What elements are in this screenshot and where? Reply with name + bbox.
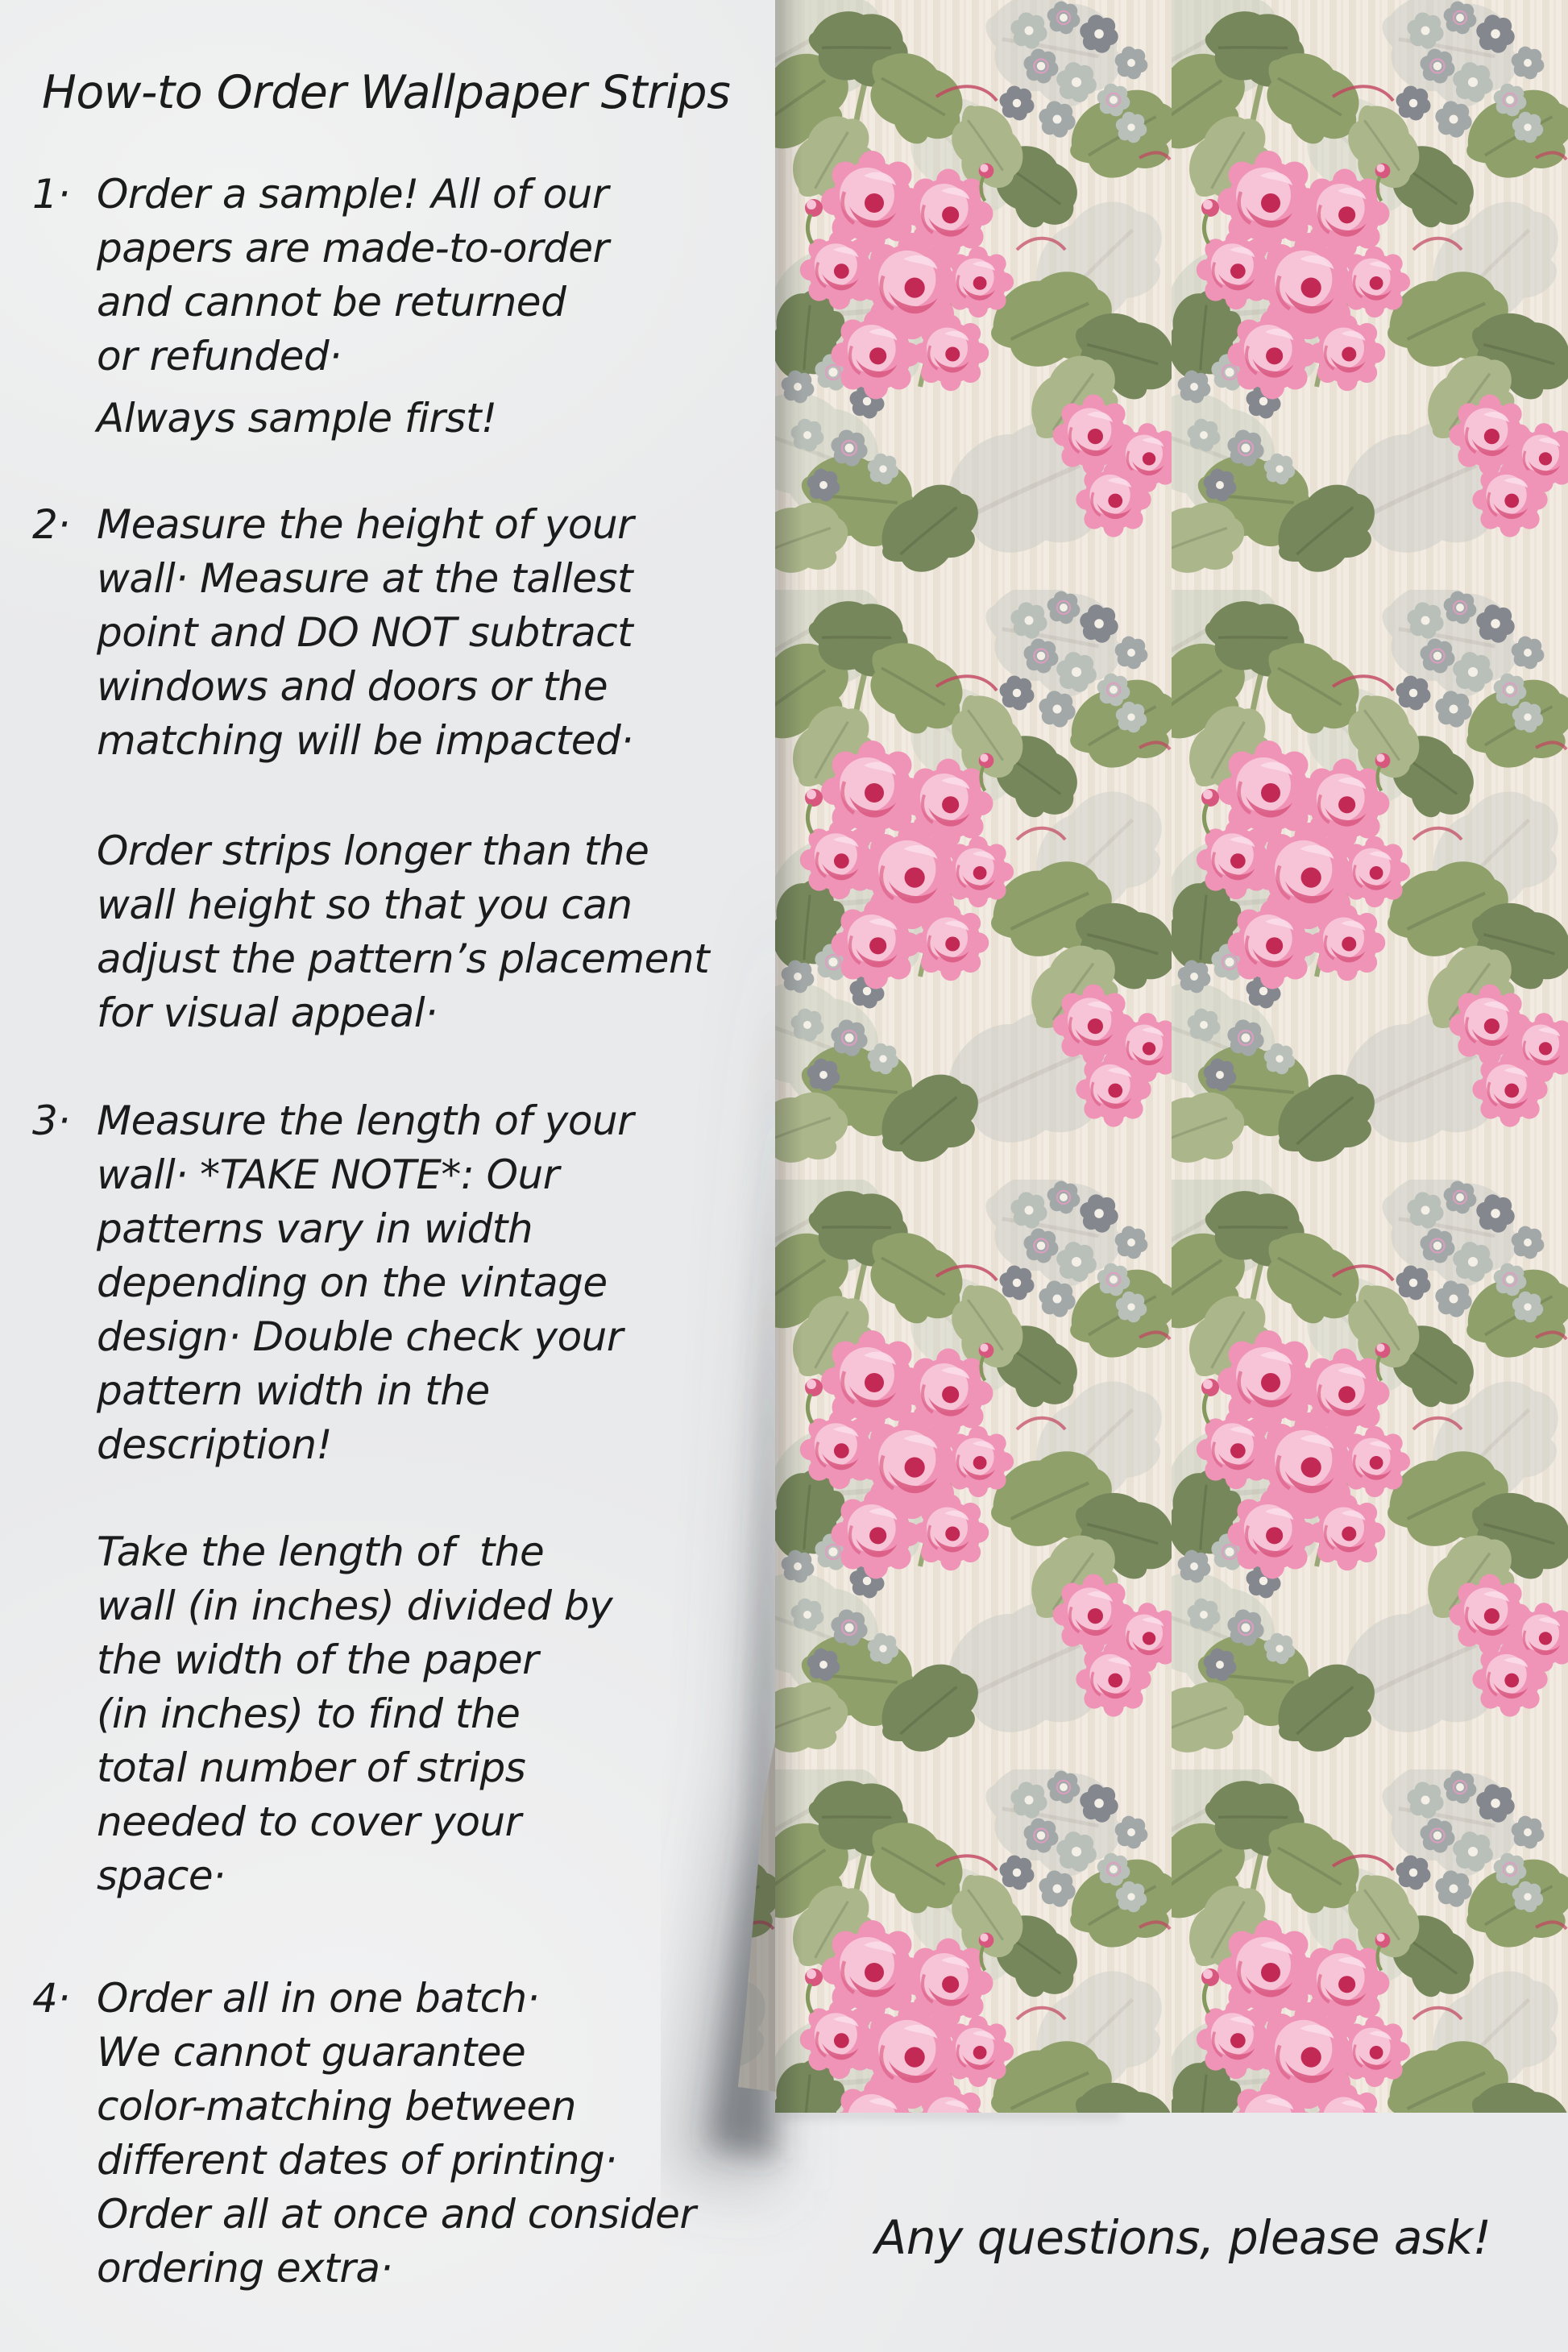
instruction-line: Order a sample! All of our [97,171,608,218]
instruction-line: Measure the height of your [97,501,634,548]
instruction-line: Take the length of the [97,1529,545,1575]
instruction-line: needed to cover your [97,1798,521,1845]
instruction-line: for visual appeal· [97,989,438,1036]
instruction-line: wall (in inches) divided by [97,1583,613,1629]
item-number: 2· [32,501,70,548]
instruction-line: wall· *TAKE NOTE*: Our [97,1151,559,1198]
item-number: 3· [32,1097,70,1144]
page-title: How-to Order Wallpaper Strips [42,66,731,119]
footer-note: Any questions, please ask! [874,2210,1491,2265]
item-number: 1· [32,171,70,218]
item-number: 4· [32,1975,70,2022]
instruction-line: and cannot be returned [97,279,566,326]
instruction-line: pattern width in the [97,1367,490,1414]
instruction-line: space· [97,1852,226,1899]
instruction-line: adjust the pattern’s placement [97,935,710,982]
instruction-line: total number of strips [97,1744,526,1791]
instruction-line: ordering extra· [97,2245,392,2292]
instruction-line: description! [97,1421,333,1468]
instruction-line: or refunded· [97,333,342,380]
instruction-line: Order strips longer than the [97,828,649,874]
instruction-line: Always sample first! [97,395,497,442]
instruction-line: point and DO NOT subtract [97,609,633,656]
instruction-line: papers are made-to-order [97,225,609,272]
instruction-line: Order all at once and consider [97,2191,696,2238]
instruction-line: wall height so that you can [97,881,633,928]
instruction-line: design· Double check your [97,1313,623,1360]
strip-artwork [775,0,1568,2113]
instruction-line: matching will be impacted· [97,717,633,764]
instruction-line: depending on the vintage [97,1259,608,1306]
instruction-line: Order all in one batch· [97,1975,540,2022]
instruction-line: windows and doors or the [97,663,608,710]
instruction-line: different dates of printing· [97,2137,617,2184]
instruction-line: (in inches) to find the [97,1690,521,1737]
instruction-line: wall· Measure at the tallest [97,555,633,602]
instruction-line: patterns vary in width [97,1205,533,1252]
instruction-line: We cannot guarantee [97,2029,526,2076]
wallpaper-strip [661,0,1568,2352]
instruction-line: Measure the length of your [97,1097,634,1144]
instruction-line: the width of the paper [97,1636,539,1683]
instruction-line: color-matching between [97,2083,576,2130]
